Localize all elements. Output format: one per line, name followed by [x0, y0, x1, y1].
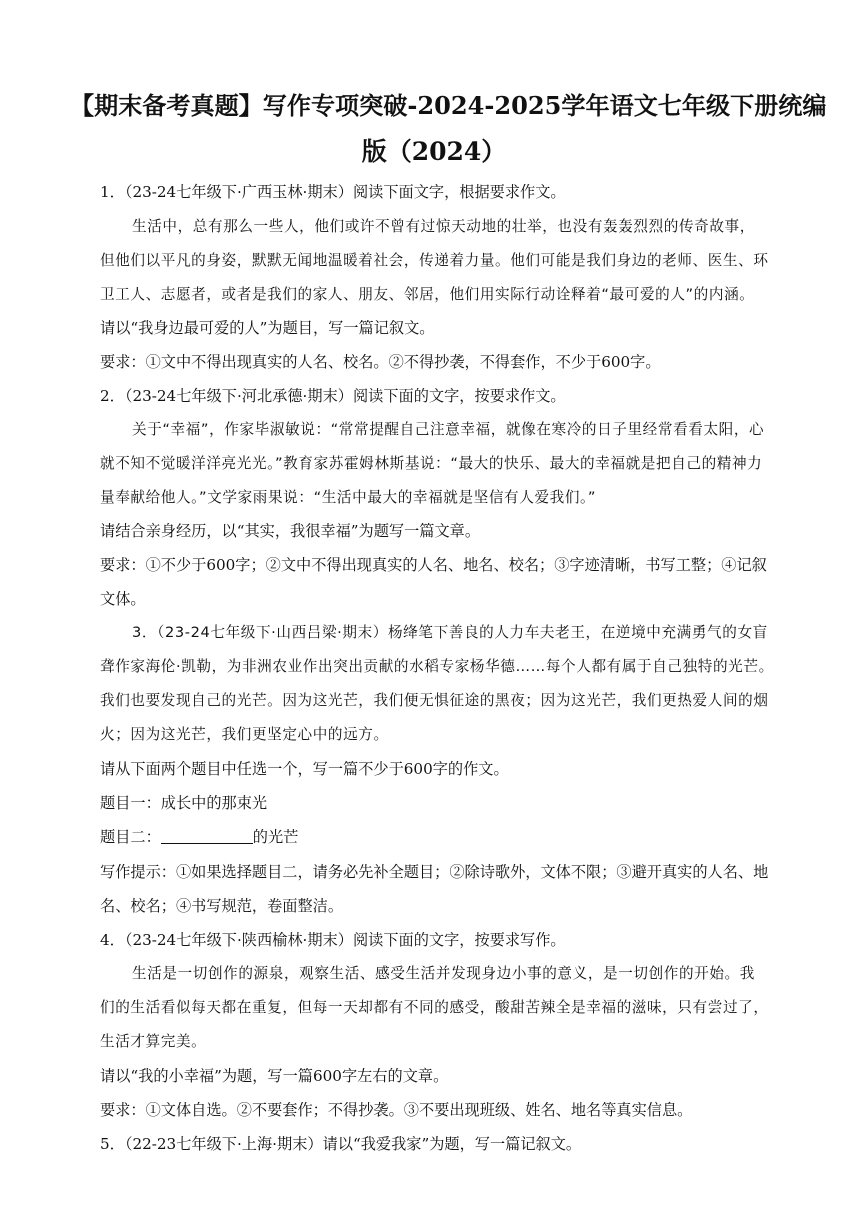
question-4-passage-line: 生活是一切创作的源泉，观察生活、感受生活并发现身边小事的意义，是一切创作的开始。我 — [132, 965, 755, 982]
question-2-passage-line: 就不知不觉暖洋洋亮光光。”教育家苏霍姆林斯基说：“最大的快乐、最大的幸福就是把自己的精神力 — [100, 455, 763, 472]
question-3-passage-line: 聋作家海伦·凯勒，为非洲农业作出突出贡献的水稻专家杨华德……每个人都有属于自己独特的光芒。 — [100, 658, 774, 675]
question-4-task: 请以“我的小幸福”为题，写一篇600字左右的文章。 — [100, 1067, 449, 1085]
question-4-heading: 4．（23-24七年级下·陕西榆林·期末）阅读下面的文字，按要求写作。 — [100, 931, 566, 949]
question-3-task: 请从下面两个题目中任选一个，写一篇不少于600字的作文。 — [100, 760, 509, 778]
question-2-requirements: 要求：①不少于600字；②文中不得出现真实的人名、地名、校名；③字迹清晰，书写工整；④记叙 — [100, 556, 767, 574]
question-3-topic-2 — [100, 825, 298, 849]
question-1-passage-line: 但他们以平凡的身姿，默默无闻地温暖着社会，传递着力量。他们可能是我们身边的老师、医生、环 — [100, 252, 769, 269]
question-3-topic-1: 题目一：成长中的那束光 — [100, 794, 268, 812]
question-5-heading: 5．（22-23七年级下·上海·期末）请以“我爱我家”为题，写一篇记叙文。 — [100, 1135, 582, 1153]
question-2-requirements-continued: 文体。 — [100, 590, 146, 608]
question-1-passage-line: 卫工人、志愿者，或者是我们的家人、朋友、邻居，他们用实际行动诠释着“最可爱的人”的内涵。 — [100, 286, 755, 303]
question-2-task: 请结合亲身经历，以“其实，我很幸福”为题写一篇文章。 — [100, 522, 481, 540]
question-3-heading: 3．（23-24七年级下·山西吕梁·期末）杨绛笔下善良的人力车夫老王，在逆境中充满勇气的女盲 — [132, 624, 768, 641]
question-1-passage-line: 生活中，总有那么一些人，他们或许不曾有过惊天动地的壮举，也没有轰轰烈烈的传奇故事， — [132, 218, 755, 235]
question-3-passage-line: 我们也要发现自己的光芒。因为这光芒，我们便无惧征途的黑夜；因为这光芒，我们更热爱人间的烟 — [100, 692, 769, 709]
document-title: 【期末备考真题】写作专项突破-2024-2025学年语文七年级下册统编 — [70, 91, 827, 120]
question-3-passage-line: 火；因为这光芒，我们更坚定心中的远方。 — [100, 726, 389, 743]
question-2-heading: 2．（23-24七年级下·河北承德·期末）阅读下面的文字，按要求作文。 — [100, 387, 566, 405]
question-2-passage-line: 量奉献给他人。”文学家雨果说：“生活中最大的幸福就是坚信有人爱我们。” — [100, 489, 597, 506]
document-title-continued: 版（2024） — [361, 137, 507, 166]
question-1-requirements: 要求：①文中不得出现真实的人名、校名。②不得抄袭，不得套作，不少于600字。 — [100, 353, 661, 371]
question-4-requirements: 要求：①文体自选。②不要套作；不得抄袭。③不要出现班级、姓名、地名等真实信息。 — [100, 1101, 693, 1119]
question-1-heading: 1．（23-24七年级下·广西玉林·期末）阅读下面文字，根据要求作文。 — [100, 183, 566, 201]
question-4-passage-line: 们的生活看似每天都在重复，但每一天却都有不同的感受，酸甜苦辣全是幸福的滋味，只有尝过了， — [100, 999, 769, 1016]
topic-2-suffix: 的光芒 — [252, 828, 299, 846]
question-1-task: 请以“我身边最可爱的人”为题目，写一篇记叙文。 — [100, 319, 435, 337]
question-4-passage-line: 生活才算完美。 — [100, 1033, 207, 1050]
question-3-writing-hint: 写作提示：①如果选择题目二，请务必先补全题目；②除诗歌外，文体不限；③避开真实的人名、地 — [100, 863, 769, 881]
fill-in-blank — [161, 827, 253, 844]
question-2-passage-line: 关于“幸福”，作家毕淑敏说：“常常提醒自己注意幸福，就像在寒冷的日子里经常看看太阳，心 — [132, 421, 765, 438]
topic-2-prefix: 题目二： — [100, 828, 161, 846]
question-3-writing-hint-continued: 名、校名；④书写规范，卷面整洁。 — [100, 897, 343, 915]
